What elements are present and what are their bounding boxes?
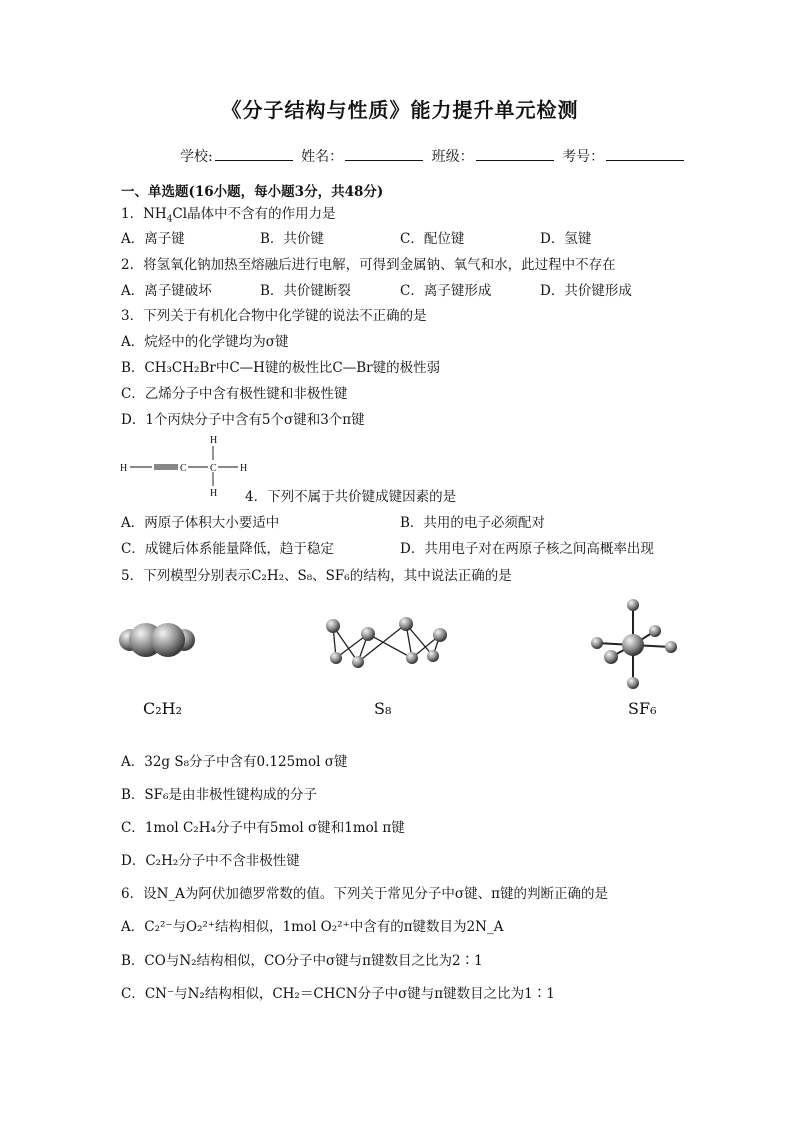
name-label: 姓名： bbox=[301, 149, 344, 165]
sf6-atom-f-left bbox=[591, 637, 603, 649]
question-1-stem: 1．$NH_4Cl$晶体中不含有的作用力是 bbox=[121, 206, 336, 225]
question-2-option-d: D．共价键形成 bbox=[540, 283, 632, 299]
question-6-stem: 6．设N_A为阿伏加德罗常数的值。下列关于常见分子中σ键、π键的判断正确的是 bbox=[121, 886, 608, 902]
question-4-option-b: B．共用的电子必须配对 bbox=[400, 515, 545, 531]
propyne-h-left: H bbox=[120, 463, 128, 474]
propyne-h-bottom: H bbox=[210, 488, 218, 499]
name-blank[interactable] bbox=[345, 148, 423, 161]
c2h2-atom-c2 bbox=[151, 623, 185, 657]
s8-atom-5 bbox=[399, 617, 413, 631]
question-5-option-c: C．1mol C₂H₄分子中有5mol σ键和1mol π键 bbox=[121, 820, 405, 836]
label-s8: S₈ bbox=[374, 699, 392, 718]
s8-atom-1 bbox=[326, 619, 340, 633]
question-5-stem: 5．下列模型分别表示C₂H₂、S₈、SF₆的结构，其中说法正确的是 bbox=[121, 568, 512, 584]
question-1-option-a: A．离子键 bbox=[121, 231, 185, 247]
question-3-stem: 3．下列关于有机化合物中化学键的说法不正确的是 bbox=[121, 308, 427, 324]
propyne-h-top: H bbox=[210, 435, 218, 446]
question-1-option-c: C．配位键 bbox=[400, 231, 465, 247]
page-title: 《分子结构与性质》能力提升单元检测 bbox=[221, 98, 579, 122]
label-sf6: SF₆ bbox=[628, 699, 657, 718]
question-4-stem: 4．下列不属于共价键成键因素的是 bbox=[245, 489, 457, 505]
sf6-atom-s bbox=[622, 634, 644, 656]
s8-atom-4 bbox=[352, 656, 364, 668]
question-2-stem: 2．将氢氧化钠加热至熔融后进行电解，可得到金属钠、氧气和水，此过程中不存在 bbox=[121, 257, 616, 273]
school-label: 学校: bbox=[180, 149, 213, 165]
question-6-option-c: C．CN⁻与N₂结构相似，CH₂＝CHCN分子中σ键与π键数目之比为1∶1 bbox=[121, 986, 555, 1002]
question-2-option-c: C．离子键形成 bbox=[400, 283, 492, 299]
question-2-option-b: B．共价键断裂 bbox=[260, 283, 351, 299]
question-6-option-a: A．C₂²⁻与O₂²⁺结构相似，1mol O₂²⁺中含有的π键数目为2N_A bbox=[121, 919, 504, 935]
question-3-option-a: A．烷烃中的化学键均为σ键 bbox=[121, 334, 289, 350]
s8-model bbox=[318, 610, 458, 680]
question-5-option-b: B．SF₆是由非极性键构成的分子 bbox=[121, 787, 317, 803]
question-3-option-d: D．1个丙炔分子中含有5个σ键和3个π键 bbox=[121, 412, 365, 428]
number-label: 考号： bbox=[562, 149, 605, 165]
section-heading: 一、单选题(16小题，每小题3分，共48分) bbox=[121, 184, 384, 200]
propyne-structure-diagram bbox=[118, 432, 258, 502]
question-6-option-b: B．CO与N₂结构相似，CO分子中σ键与π键数目之比为2∶1 bbox=[121, 953, 483, 969]
school-blank[interactable] bbox=[215, 148, 293, 161]
class-blank[interactable] bbox=[476, 148, 554, 161]
sf6-atom-f-right bbox=[665, 641, 677, 653]
propyne-h-right: H bbox=[240, 463, 248, 474]
class-label: 班级： bbox=[431, 149, 474, 165]
s8-atom-2 bbox=[330, 652, 342, 664]
c2h2-model bbox=[118, 615, 198, 665]
question-4-option-a: A．两原子体积大小要适中 bbox=[121, 515, 280, 531]
sf6-atom-f-back bbox=[649, 625, 661, 637]
question-1-option-d: D．氢键 bbox=[540, 231, 592, 247]
propyne-c-3: C bbox=[210, 463, 217, 474]
sf6-atom-f-bottom bbox=[627, 677, 639, 689]
question-2-option-a: A．离子键破坏 bbox=[121, 283, 212, 299]
label-c2h2: C₂H₂ bbox=[143, 699, 183, 718]
s8-atom-3 bbox=[361, 627, 375, 641]
student-info-row bbox=[180, 146, 688, 166]
question-5-option-a: A．32g S₈分子中含有0.125mol σ键 bbox=[121, 754, 348, 770]
sf6-atom-f-top bbox=[627, 599, 639, 611]
question-4-option-c: C．成键后体系能量降低，趋于稳定 bbox=[121, 541, 334, 557]
sf6-model bbox=[585, 595, 685, 695]
question-1-option-b: B．共价键 bbox=[260, 231, 324, 247]
question-3-option-b: B．CH₃CH₂Br中C—H键的极性比C—Br键的极性弱 bbox=[121, 360, 441, 376]
question-3-option-c: C．乙烯分子中含有极性键和非极性键 bbox=[121, 386, 348, 402]
s8-atom-8 bbox=[427, 650, 439, 662]
s8-atom-6 bbox=[406, 652, 418, 664]
question-5-option-d: D．C₂H₂分子中不含非极性键 bbox=[121, 853, 300, 869]
s8-atom-7 bbox=[433, 628, 447, 642]
question-4-option-d: D．共用电子对在两原子核之间高概率出现 bbox=[400, 541, 654, 557]
number-blank[interactable] bbox=[606, 148, 684, 161]
propyne-c-2: C bbox=[180, 463, 187, 474]
sf6-atom-f-front bbox=[604, 650, 618, 664]
